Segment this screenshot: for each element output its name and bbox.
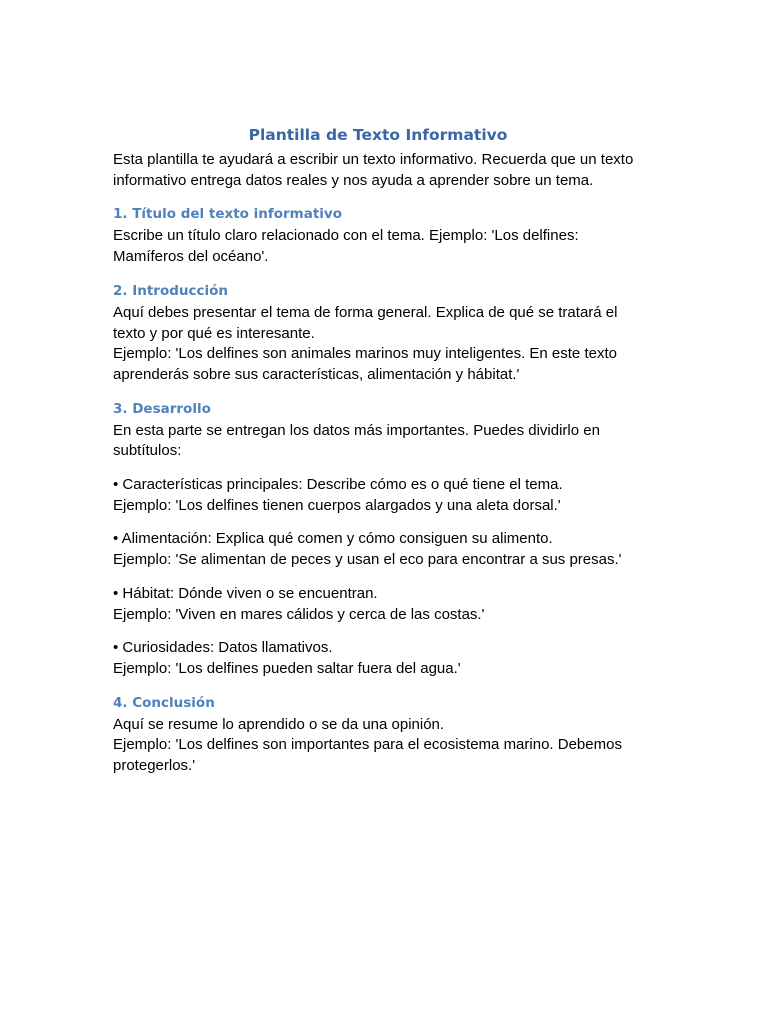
bullet-example: Ejemplo: 'Se alimentan de peces y usan el eco para encontrar a sus presas.' <box>113 551 622 569</box>
bullet-curiosidades <box>113 638 643 679</box>
bullet-line: • Alimentación: Explica qué comen y cómo consiguen su alimento. <box>113 530 553 548</box>
bullet-alimentacion <box>113 529 643 570</box>
bullet-caracteristicas <box>113 475 643 516</box>
section-heading-titulo: 1. Título del texto informativo <box>113 206 342 223</box>
bullet-line: • Hábitat: Dónde viven o se encuentran. <box>113 584 378 602</box>
bullet-habitat <box>113 584 643 625</box>
bullet-example: Ejemplo: 'Viven en mares cálidos y cerca de las costas.' <box>113 605 485 623</box>
intro-paragraph: Esta plantilla te ayudará a escribir un texto informativo. Recuerda que un texto informativo entrega datos reales y nos ayuda a aprender sobre un tema. <box>113 151 634 189</box>
section-heading-desarrollo: 3. Desarrollo <box>113 400 211 417</box>
section-heading-introduccion: 2. Introducción <box>113 282 229 299</box>
introduccion-example: Ejemplo: 'Los delfines son animales marinos muy inteligentes. En este texto aprenderás sobre sus características, alimentación y hábitat.' <box>113 345 617 383</box>
introduccion-paragraph: Aquí debes presentar el tema de forma general. Explica de qué se tratará el texto y por qué es interesante. <box>113 303 618 342</box>
document-title: Plantilla de Texto Informativo <box>248 126 508 144</box>
document-content <box>113 124 643 777</box>
titulo-paragraph: Escribe un título claro relacionado con el tema. Ejemplo: 'Los delfines: Mamíferos del océano'. <box>113 227 579 266</box>
conclusion-paragraph: Aquí se resume lo aprendido o se da una opinión. <box>113 715 445 733</box>
bullet-example: Ejemplo: 'Los delfines pueden saltar fuera del agua.' <box>113 659 461 677</box>
conclusion-example: Ejemplo: 'Los delfines son importantes para el ecosistema marino. Debemos protegerlos.' <box>113 736 622 775</box>
bullet-line: • Curiosidades: Datos llamativos. <box>113 639 333 657</box>
bullet-line: • Características principales: Describe cómo es o qué tiene el tema. <box>113 476 563 494</box>
bullet-example: Ejemplo: 'Los delfines tienen cuerpos alargados y una aleta dorsal.' <box>113 496 561 514</box>
desarrollo-paragraph: En esta parte se entregan los datos más importantes. Puedes dividirlo en subtítulos: <box>113 421 600 460</box>
section-heading-conclusion: 4. Conclusión <box>113 694 215 711</box>
